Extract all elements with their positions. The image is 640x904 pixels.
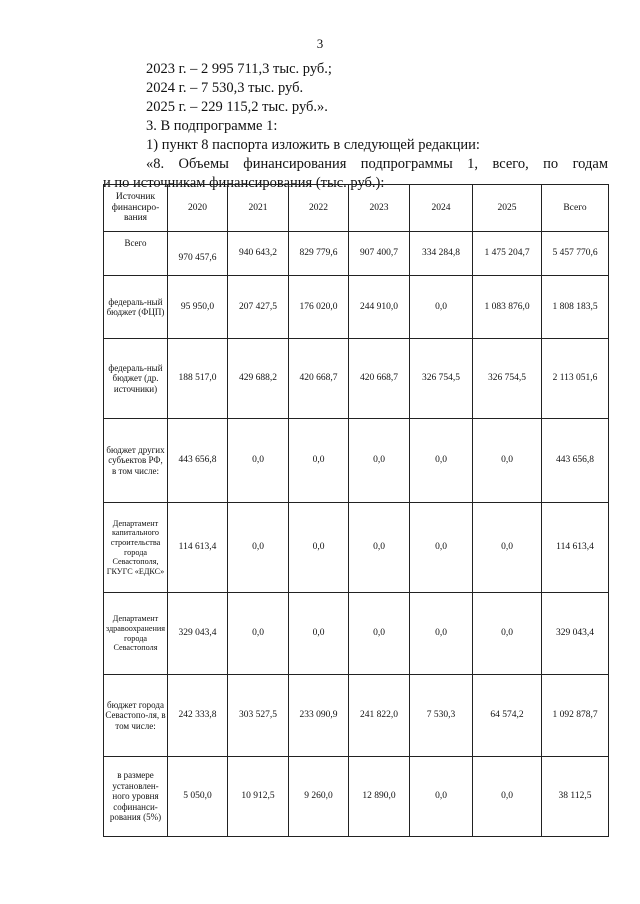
cell: 207 427,5: [228, 276, 289, 339]
table-row: [104, 339, 609, 419]
section-heading: 3. В подпрограмме 1:: [146, 118, 278, 134]
financing-table: [103, 184, 609, 837]
cell: 5 050,0: [168, 757, 228, 837]
cell: 329 043,4: [168, 593, 228, 675]
cell: 10 912,5: [228, 757, 289, 837]
cell: 12 890,0: [349, 757, 410, 837]
row-source: в размере установлен-ного уровня софинанси-рования (5%): [104, 757, 168, 837]
cell: 420 668,7: [289, 339, 349, 419]
cell: 0,0: [349, 503, 410, 593]
cell: 0,0: [289, 593, 349, 675]
table-row: [104, 593, 609, 675]
cell: 334 284,8: [410, 232, 473, 276]
cell: 1 808 183,5: [542, 276, 609, 339]
cell: 303 527,5: [228, 675, 289, 757]
cell: 233 090,9: [289, 675, 349, 757]
row-source: федераль-ный бюджет (др. источники): [104, 339, 168, 419]
header-2022: 2022: [289, 185, 349, 232]
header-total: Всего: [542, 185, 609, 232]
cell: 0,0: [410, 276, 473, 339]
cell: 940 643,2: [228, 232, 289, 276]
cell: 0,0: [410, 593, 473, 675]
cell: 114 613,4: [168, 503, 228, 593]
cell: 176 020,0: [289, 276, 349, 339]
cell: 244 910,0: [349, 276, 410, 339]
table-row: [104, 419, 609, 503]
cell: 95 950,0: [168, 276, 228, 339]
header-2023: 2023: [349, 185, 410, 232]
cell: 907 400,7: [349, 232, 410, 276]
cell: 0,0: [410, 757, 473, 837]
cell: 0,0: [228, 593, 289, 675]
row-source: бюджет других субъектов РФ, в том числе:: [104, 419, 168, 503]
table-row: [104, 503, 609, 593]
row-source: Всего: [104, 232, 168, 276]
header-2025: 2025: [473, 185, 542, 232]
cell: 1 092 878,7: [542, 675, 609, 757]
table-row: [104, 276, 609, 339]
cell: 329 043,4: [542, 593, 609, 675]
cell: 2 113 051,6: [542, 339, 609, 419]
cell: 0,0: [410, 419, 473, 503]
cell: 114 613,4: [542, 503, 609, 593]
text-line-2024: 2024 г. – 7 530,3 тыс. руб.: [146, 80, 304, 96]
row-source: Департамент здравоохранения города Севастополя: [104, 593, 168, 675]
cell: 1 475 204,7: [473, 232, 542, 276]
table-row: [104, 675, 609, 757]
cell: 829 779,6: [289, 232, 349, 276]
cell: 241 822,0: [349, 675, 410, 757]
cell: 9 260,0: [289, 757, 349, 837]
cell: 420 668,7: [349, 339, 410, 419]
table-row: [104, 232, 609, 276]
cell: 0,0: [473, 419, 542, 503]
cell: 7 530,3: [410, 675, 473, 757]
cell: 0,0: [289, 503, 349, 593]
cell: 326 754,5: [473, 339, 542, 419]
cell: 0,0: [473, 503, 542, 593]
table-row: [104, 757, 609, 837]
cell: 1 083 876,0: [473, 276, 542, 339]
quote-line-1: «8. Объемы финансирования подпрограммы 1, всего, по годам: [146, 156, 608, 172]
header-2021: 2021: [228, 185, 289, 232]
text-line-2025: 2025 г. – 229 115,2 тыс. руб.».: [146, 99, 328, 115]
row-source: бюджет города Севастопо-ля, в том числе:: [104, 675, 168, 757]
cell: 0,0: [349, 593, 410, 675]
header-2024: 2024: [410, 185, 473, 232]
cell: 443 656,8: [168, 419, 228, 503]
cell: 0,0: [473, 593, 542, 675]
row-source: федераль-ный бюджет (ФЦП): [104, 276, 168, 339]
cell: 5 457 770,6: [542, 232, 609, 276]
page-number: 3: [316, 36, 324, 51]
cell: 326 754,5: [410, 339, 473, 419]
instruction-line: 1) пункт 8 паспорта изложить в следующей редакции:: [146, 137, 480, 153]
row-source: Департамент капитального строительства города Севастополя, ГКУГС «ЕДКС»: [104, 503, 168, 593]
quote-line-2: и по источникам финансирования (тыс. руб.):: [103, 175, 385, 191]
cell: 0,0: [473, 757, 542, 837]
cell: 242 333,8: [168, 675, 228, 757]
cell: 0,0: [410, 503, 473, 593]
cell: 970 457,6: [168, 232, 228, 276]
cell: 38 112,5: [542, 757, 609, 837]
cell: 188 517,0: [168, 339, 228, 419]
table-header-row: [104, 185, 609, 232]
text-line-2023: 2023 г. – 2 995 711,3 тыс. руб.;: [146, 61, 332, 77]
cell: 443 656,8: [542, 419, 609, 503]
header-2020: 2020: [168, 185, 228, 232]
cell: 64 574,2: [473, 675, 542, 757]
cell: 429 688,2: [228, 339, 289, 419]
cell: 0,0: [289, 419, 349, 503]
header-source: Источник финансиро-вания: [104, 185, 168, 232]
cell: 0,0: [228, 419, 289, 503]
cell: 0,0: [228, 503, 289, 593]
cell: 0,0: [349, 419, 410, 503]
